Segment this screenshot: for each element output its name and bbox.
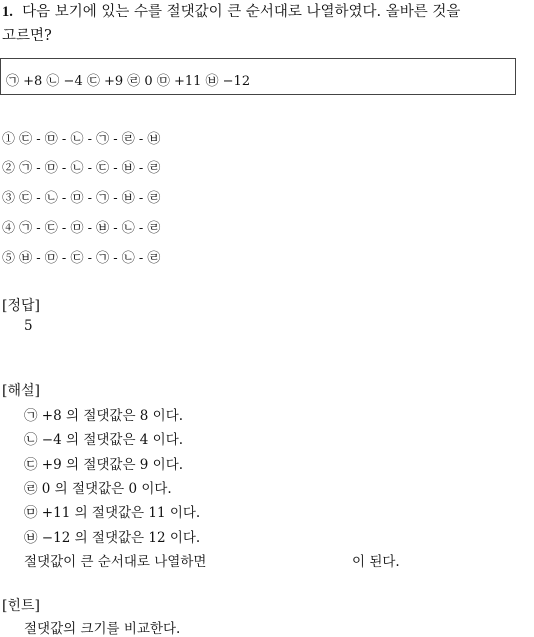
- explanation-line-4: ㉣ 0 의 절댓값은 0 이다.: [24, 481, 172, 497]
- explanation-line-6: ㉥ −12 의 절댓값은 12 이다.: [24, 530, 201, 546]
- explanation-conclusion-end: 이 된다.: [352, 554, 400, 570]
- hint-text: 절댓값의 크기를 비교한다.: [24, 621, 181, 637]
- example-box: [0, 58, 516, 95]
- question-text: 다음 보기에 있는 수를 절댓값이 큰 순서대로 나열하였다. 올바른 것을: [22, 4, 461, 20]
- option-2[interactable]: ② ㉠ - ㉤ - ㉡ - ㉢ - ㉥ - ㉣: [2, 161, 161, 176]
- option-4[interactable]: ④ ㉠ - ㉢ - ㉤ - ㉥ - ㉡ - ㉣: [2, 221, 161, 236]
- answer-label: [정답]: [2, 298, 40, 314]
- option-3[interactable]: ③ ㉢ - ㉡ - ㉤ - ㉠ - ㉥ - ㉣: [2, 191, 161, 206]
- explanation-line-1: ㉠ +8 의 절댓값은 8 이다.: [24, 408, 184, 424]
- question-line-2: 고르면?: [2, 28, 52, 44]
- hint-label: [힌트]: [2, 598, 40, 614]
- option-5[interactable]: ⑤ ㉥ - ㉤ - ㉢ - ㉠ - ㉡ - ㉣: [2, 251, 161, 266]
- explanation-line-5: ㉤ +11 의 절댓값은 11 이다.: [24, 505, 201, 521]
- answer-value: 5: [24, 318, 33, 334]
- explanation-line-3: ㉢ +9 의 절댓값은 9 이다.: [24, 457, 184, 473]
- question-line-1: [2, 2, 460, 22]
- option-1[interactable]: ① ㉢ - ㉤ - ㉡ - ㉠ - ㉣ - ㉥: [2, 132, 161, 147]
- example-values: ㉠ +8 ㉡ −4 ㉢ +9 ㉣ 0 ㉤ +11 ㉥ −12: [6, 74, 251, 89]
- explanation-conclusion-start: 절댓값이 큰 순서대로 나열하면: [24, 554, 207, 570]
- explanation-label: [해설]: [2, 383, 40, 399]
- explanation-line-2: ㉡ −4 의 절댓값은 4 이다.: [24, 432, 184, 448]
- question-number: 1.: [2, 4, 13, 20]
